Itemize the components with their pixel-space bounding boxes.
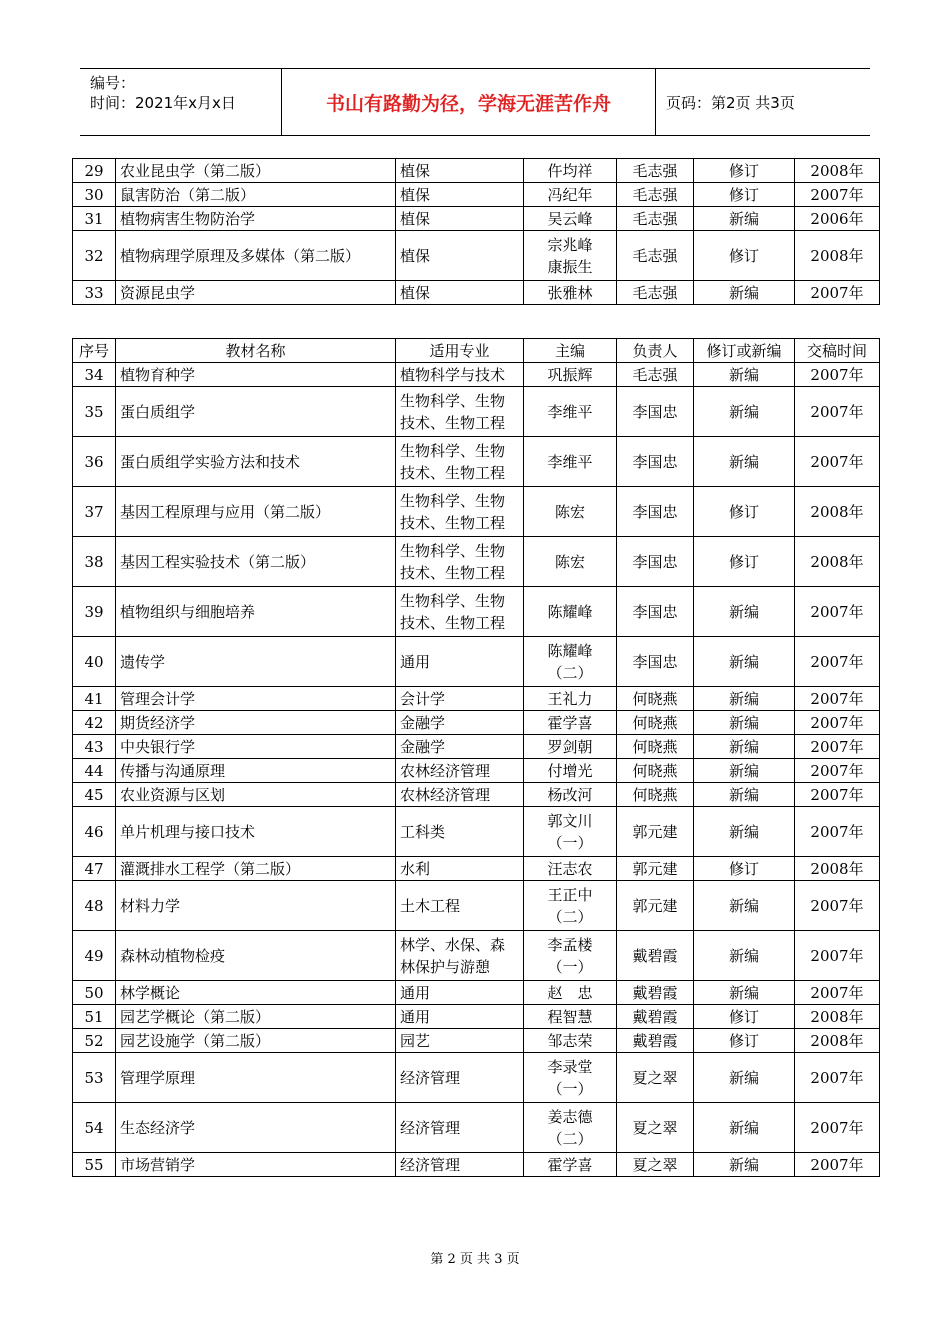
cell-date: 2007年: [795, 687, 880, 711]
cell-date: 2008年: [795, 1005, 880, 1029]
cell-date: 2007年: [795, 881, 880, 931]
cell-no: 51: [73, 1005, 116, 1029]
cell-editor: 张雅林: [524, 281, 617, 305]
cell-major: 通用: [396, 1005, 524, 1029]
header-name: 教材名称: [116, 339, 396, 363]
cell-type: 新编: [694, 1053, 795, 1103]
cell-name: 资源昆虫学: [116, 281, 396, 305]
cell-major: 植保: [396, 159, 524, 183]
cell-editor: 李维平: [524, 437, 617, 487]
table-row: [73, 437, 880, 487]
cell-owner: 李国忠: [617, 487, 694, 537]
cell-type: 新编: [694, 437, 795, 487]
cell-editor: 陈耀峰 （二）: [524, 637, 617, 687]
cell-type: 新编: [694, 931, 795, 981]
table-row: [73, 807, 880, 857]
cell-editor: 冯纪年: [524, 183, 617, 207]
cell-name: 材料力学: [116, 881, 396, 931]
table-row: [73, 207, 880, 231]
table-row: [73, 1053, 880, 1103]
cell-major: 生物科学、生物 技术、生物工程: [396, 437, 524, 487]
cell-major: 植保: [396, 281, 524, 305]
cell-name: 传播与沟通原理: [116, 759, 396, 783]
cell-type: 新编: [694, 759, 795, 783]
cell-owner: 毛志强: [617, 183, 694, 207]
cell-major: 植物科学与技术: [396, 363, 524, 387]
cell-no: 50: [73, 981, 116, 1005]
table-row: [73, 281, 880, 305]
table-row: [73, 1153, 880, 1177]
cell-owner: 戴碧霞: [617, 931, 694, 981]
cell-name: 灌溉排水工程学（第二版）: [116, 857, 396, 881]
cell-type: 修订: [694, 231, 795, 281]
cell-type: 修订: [694, 537, 795, 587]
cell-editor: 宗兆峰 康振生: [524, 231, 617, 281]
cell-name: 植物育种学: [116, 363, 396, 387]
cell-no: 41: [73, 687, 116, 711]
cell-date: 2006年: [795, 207, 880, 231]
cell-no: 31: [73, 207, 116, 231]
table-row: [73, 711, 880, 735]
cell-owner: 夏之翠: [617, 1053, 694, 1103]
page-footer: 第 2 页 共 3 页: [430, 1252, 520, 1267]
cell-major: 植保: [396, 183, 524, 207]
cell-name: 管理学原理: [116, 1053, 396, 1103]
header-editor: 主编: [524, 339, 617, 363]
cell-owner: 戴碧霞: [617, 981, 694, 1005]
cell-date: 2007年: [795, 1053, 880, 1103]
cell-major: 生物科学、生物 技术、生物工程: [396, 387, 524, 437]
table-row: [73, 857, 880, 881]
cell-no: 30: [73, 183, 116, 207]
cell-date: 2007年: [795, 735, 880, 759]
table-row: [73, 783, 880, 807]
cell-owner: 何晓燕: [617, 711, 694, 735]
cell-date: 2007年: [795, 783, 880, 807]
cell-major: 会计学: [396, 687, 524, 711]
cell-no: 35: [73, 387, 116, 437]
textbook-table-continued: [72, 158, 880, 305]
cell-editor: 姜志德 （二）: [524, 1103, 617, 1153]
cell-editor: 王正中 （二）: [524, 881, 617, 931]
table-row: [73, 587, 880, 637]
header-no: 序号: [73, 339, 116, 363]
cell-type: 新编: [694, 981, 795, 1005]
table-row: [73, 363, 880, 387]
cell-type: 新编: [694, 363, 795, 387]
cell-date: 2007年: [795, 183, 880, 207]
cell-editor: 霍学喜: [524, 1153, 617, 1177]
cell-date: 2007年: [795, 711, 880, 735]
header-motto: 书山有路勤为径，学海无涯苦作舟: [282, 69, 656, 135]
page-header: [80, 68, 870, 136]
cell-date: 2007年: [795, 437, 880, 487]
cell-major: 生物科学、生物 技术、生物工程: [396, 537, 524, 587]
cell-type: 新编: [694, 735, 795, 759]
cell-no: 36: [73, 437, 116, 487]
cell-type: 新编: [694, 637, 795, 687]
cell-no: 34: [73, 363, 116, 387]
cell-date: 2008年: [795, 1029, 880, 1053]
header-major: 适用专业: [396, 339, 524, 363]
cell-owner: 李国忠: [617, 637, 694, 687]
table-row: [73, 759, 880, 783]
cell-date: 2007年: [795, 1153, 880, 1177]
cell-no: 55: [73, 1153, 116, 1177]
cell-name: 农业资源与区划: [116, 783, 396, 807]
cell-no: 45: [73, 783, 116, 807]
time-label: 时间：2021年x月x日: [90, 94, 236, 112]
cell-no: 33: [73, 281, 116, 305]
cell-name: 植物组织与细胞培养: [116, 587, 396, 637]
cell-name: 植物病理学原理及多媒体（第二版）: [116, 231, 396, 281]
header-owner: 负责人: [617, 339, 694, 363]
cell-editor: 付增光: [524, 759, 617, 783]
cell-no: 29: [73, 159, 116, 183]
cell-editor: 李孟楼 （一）: [524, 931, 617, 981]
cell-name: 遗传学: [116, 637, 396, 687]
cell-date: 2007年: [795, 981, 880, 1005]
cell-editor: 邹志荣: [524, 1029, 617, 1053]
cell-major: 生物科学、生物 技术、生物工程: [396, 487, 524, 537]
cell-no: 38: [73, 537, 116, 587]
cell-editor: 杨改河: [524, 783, 617, 807]
cell-date: 2007年: [795, 759, 880, 783]
cell-editor: 巩振辉: [524, 363, 617, 387]
cell-type: 修订: [694, 183, 795, 207]
cell-date: 2007年: [795, 387, 880, 437]
cell-date: 2008年: [795, 857, 880, 881]
cell-owner: 郭元建: [617, 881, 694, 931]
cell-owner: 李国忠: [617, 587, 694, 637]
number-label: 编号：: [90, 74, 136, 92]
cell-no: 40: [73, 637, 116, 687]
cell-name: 森林动植物检疫: [116, 931, 396, 981]
cell-date: 2007年: [795, 637, 880, 687]
cell-name: 市场营销学: [116, 1153, 396, 1177]
cell-major: 工科类: [396, 807, 524, 857]
table-body: [73, 363, 880, 1177]
table-row: [73, 637, 880, 687]
cell-no: 49: [73, 931, 116, 981]
cell-name: 生态经济学: [116, 1103, 396, 1153]
cell-date: 2007年: [795, 931, 880, 981]
cell-date: 2007年: [795, 1103, 880, 1153]
textbook-table: [72, 338, 880, 1177]
cell-date: 2007年: [795, 587, 880, 637]
table-row: [73, 1029, 880, 1053]
cell-name: 农业昆虫学（第二版）: [116, 159, 396, 183]
table-row: [73, 687, 880, 711]
cell-name: 蛋白质组学实验方法和技术: [116, 437, 396, 487]
cell-name: 中央银行学: [116, 735, 396, 759]
cell-name: 单片机理与接口技术: [116, 807, 396, 857]
cell-name: 林学概论: [116, 981, 396, 1005]
cell-no: 48: [73, 881, 116, 931]
cell-type: 新编: [694, 881, 795, 931]
cell-major: 金融学: [396, 735, 524, 759]
cell-no: 44: [73, 759, 116, 783]
cell-major: 园艺: [396, 1029, 524, 1053]
cell-major: 经济管理: [396, 1053, 524, 1103]
cell-editor: 赵 忠: [524, 981, 617, 1005]
cell-type: 新编: [694, 711, 795, 735]
cell-no: 39: [73, 587, 116, 637]
cell-no: 37: [73, 487, 116, 537]
cell-no: 32: [73, 231, 116, 281]
cell-owner: 何晓燕: [617, 735, 694, 759]
cell-major: 通用: [396, 981, 524, 1005]
table-row: [73, 487, 880, 537]
cell-owner: 毛志强: [617, 363, 694, 387]
header-date: 交稿时间: [795, 339, 880, 363]
cell-type: 新编: [694, 783, 795, 807]
table-header-row: [73, 339, 880, 363]
cell-editor: 李录堂 （一）: [524, 1053, 617, 1103]
cell-type: 修订: [694, 159, 795, 183]
table-row: [73, 735, 880, 759]
cell-owner: 何晓燕: [617, 687, 694, 711]
cell-no: 42: [73, 711, 116, 735]
cell-no: 52: [73, 1029, 116, 1053]
table-row: [73, 1103, 880, 1153]
cell-editor: 霍学喜: [524, 711, 617, 735]
cell-name: 蛋白质组学: [116, 387, 396, 437]
cell-type: 新编: [694, 687, 795, 711]
cell-type: 新编: [694, 281, 795, 305]
cell-name: 基因工程原理与应用（第二版）: [116, 487, 396, 537]
cell-date: 2007年: [795, 363, 880, 387]
cell-major: 经济管理: [396, 1153, 524, 1177]
cell-major: 农林经济管理: [396, 783, 524, 807]
cell-owner: 郭元建: [617, 807, 694, 857]
table-row: [73, 159, 880, 183]
table-body: [73, 159, 880, 305]
table-row: [73, 537, 880, 587]
cell-name: 期货经济学: [116, 711, 396, 735]
cell-major: 植保: [396, 207, 524, 231]
cell-major: 水利: [396, 857, 524, 881]
cell-no: 53: [73, 1053, 116, 1103]
cell-owner: 李国忠: [617, 537, 694, 587]
cell-major: 林学、水保、森 林保护与游憩: [396, 931, 524, 981]
cell-no: 54: [73, 1103, 116, 1153]
cell-owner: 毛志强: [617, 231, 694, 281]
cell-editor: 陈宏: [524, 537, 617, 587]
cell-type: 新编: [694, 1153, 795, 1177]
cell-major: 植保: [396, 231, 524, 281]
cell-editor: 陈耀峰: [524, 587, 617, 637]
cell-major: 金融学: [396, 711, 524, 735]
cell-editor: 陈宏: [524, 487, 617, 537]
cell-name: 鼠害防治（第二版）: [116, 183, 396, 207]
cell-owner: 郭元建: [617, 857, 694, 881]
cell-major: 土木工程: [396, 881, 524, 931]
cell-owner: 夏之翠: [617, 1153, 694, 1177]
cell-major: 生物科学、生物 技术、生物工程: [396, 587, 524, 637]
cell-date: 2008年: [795, 487, 880, 537]
cell-date: 2008年: [795, 159, 880, 183]
cell-name: 植物病害生物防治学: [116, 207, 396, 231]
cell-type: 新编: [694, 807, 795, 857]
cell-owner: 毛志强: [617, 207, 694, 231]
cell-no: 43: [73, 735, 116, 759]
cell-editor: 李维平: [524, 387, 617, 437]
cell-owner: 何晓燕: [617, 759, 694, 783]
cell-type: 修订: [694, 1005, 795, 1029]
cell-major: 通用: [396, 637, 524, 687]
cell-owner: 李国忠: [617, 387, 694, 437]
header-page-info: 页码：第2页 共3页: [666, 93, 795, 112]
cell-owner: 毛志强: [617, 281, 694, 305]
table-row: [73, 931, 880, 981]
cell-no: 46: [73, 807, 116, 857]
cell-editor: 郭文川 （一）: [524, 807, 617, 857]
cell-owner: 毛志强: [617, 159, 694, 183]
cell-type: 修订: [694, 857, 795, 881]
cell-type: 新编: [694, 587, 795, 637]
cell-editor: 罗剑朝: [524, 735, 617, 759]
table-row: [73, 881, 880, 931]
table-row: [73, 1005, 880, 1029]
cell-name: 管理会计学: [116, 687, 396, 711]
header-type: 修订或新编: [694, 339, 795, 363]
cell-date: 2007年: [795, 281, 880, 305]
table-row: [73, 231, 880, 281]
cell-major: 农林经济管理: [396, 759, 524, 783]
cell-editor: 汪志农: [524, 857, 617, 881]
cell-type: 新编: [694, 1103, 795, 1153]
cell-editor: 程智慧: [524, 1005, 617, 1029]
table-row: [73, 183, 880, 207]
table-row: [73, 387, 880, 437]
cell-date: 2008年: [795, 231, 880, 281]
cell-name: 园艺设施学（第二版）: [116, 1029, 396, 1053]
cell-owner: 李国忠: [617, 437, 694, 487]
cell-owner: 戴碧霞: [617, 1029, 694, 1053]
cell-owner: 何晓燕: [617, 783, 694, 807]
cell-type: 新编: [694, 207, 795, 231]
cell-no: 47: [73, 857, 116, 881]
cell-date: 2007年: [795, 807, 880, 857]
cell-name: 基因工程实验技术（第二版）: [116, 537, 396, 587]
table-row: [73, 981, 880, 1005]
cell-owner: 夏之翠: [617, 1103, 694, 1153]
cell-editor: 吴云峰: [524, 207, 617, 231]
cell-major: 经济管理: [396, 1103, 524, 1153]
cell-owner: 戴碧霞: [617, 1005, 694, 1029]
cell-name: 园艺学概论（第二版）: [116, 1005, 396, 1029]
cell-editor: 仵均祥: [524, 159, 617, 183]
cell-type: 修订: [694, 1029, 795, 1053]
cell-type: 新编: [694, 387, 795, 437]
header-meta: [80, 69, 282, 135]
cell-type: 修订: [694, 487, 795, 537]
cell-date: 2008年: [795, 537, 880, 587]
cell-editor: 王礼力: [524, 687, 617, 711]
